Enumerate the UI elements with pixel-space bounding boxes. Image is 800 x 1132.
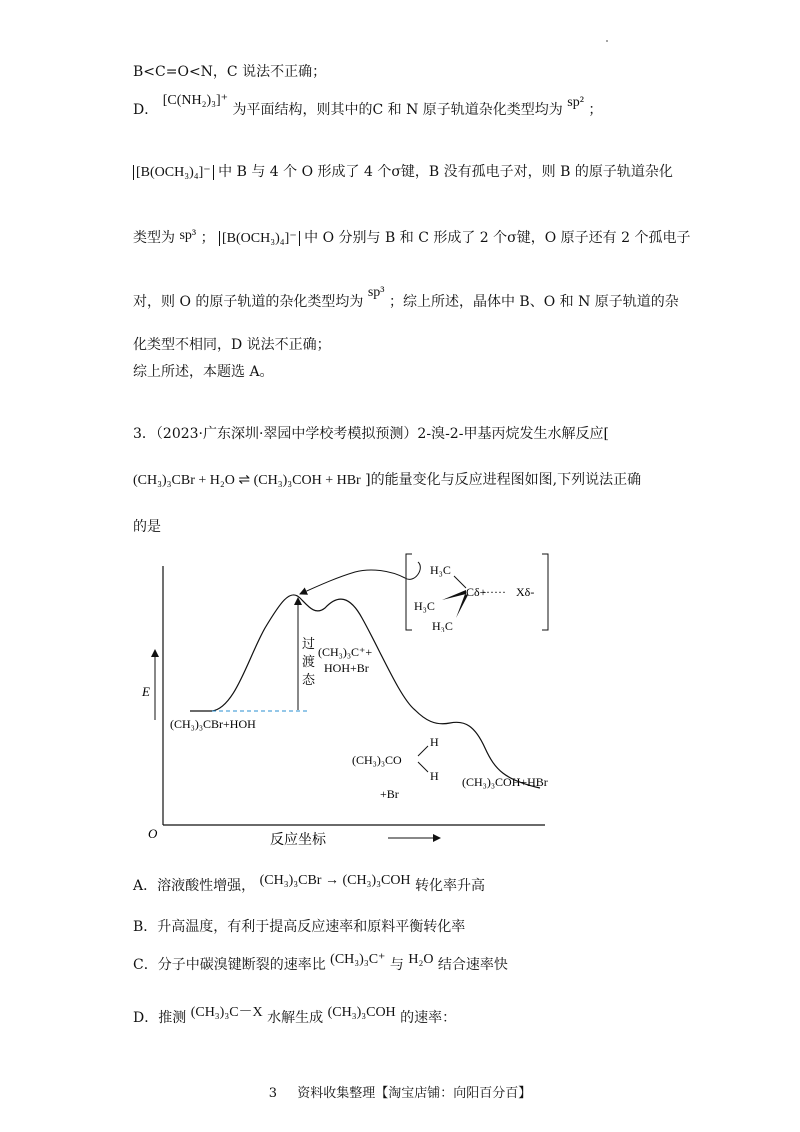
x-axis-label: 反应坐标 bbox=[270, 833, 326, 848]
oxonium-h-bottom: H bbox=[430, 769, 439, 783]
oxonium-bond-up bbox=[418, 746, 428, 756]
question-3-text: 3．（2023·广东深圳·翠园中学校考模拟预测）2-溴-2-甲基丙烷发生水解反应[ bbox=[133, 426, 609, 442]
formula-guanidinium: [C(NH₂)₃]⁺ bbox=[162, 93, 229, 108]
option-d-label: D．推测 bbox=[133, 1010, 187, 1026]
formula-sp3: sp³ bbox=[367, 285, 385, 300]
text-line-7 bbox=[133, 362, 274, 382]
formula-alkyl-halide: (CH₃)₃C－X bbox=[190, 1005, 263, 1020]
question-3-line-3 bbox=[133, 517, 161, 537]
text: 化类型不相同，D 说法不正确； bbox=[133, 337, 331, 353]
leaving-group: Xδ- bbox=[516, 585, 535, 599]
transition-state-label-3: 态 bbox=[302, 672, 316, 687]
text-line-5 bbox=[133, 285, 679, 313]
option-d-label: D． bbox=[133, 102, 159, 118]
bond-top bbox=[454, 576, 466, 588]
transition-state-label-1: 过 bbox=[302, 636, 316, 651]
page-number: 3 bbox=[268, 1086, 278, 1101]
text: ]的能量变化与反应进程图如图,下列说法正确 bbox=[365, 472, 642, 488]
product-label: (CH₃)₃COH+HBr bbox=[462, 775, 548, 789]
text: 类型为 bbox=[133, 230, 175, 246]
reactant-label: (CH₃)₃CBr+HOH bbox=[170, 717, 256, 731]
transition-state-label-2: 渡 bbox=[302, 654, 316, 669]
text-line-1 bbox=[133, 62, 326, 82]
y-axis-label: E bbox=[142, 684, 150, 699]
methyl-2: H₃C bbox=[414, 599, 435, 613]
text-line-2 bbox=[133, 93, 603, 121]
formula-conversion: (CH₃)₃CBr → (CH₃)₃COH bbox=[259, 873, 411, 888]
formula-water: H₂O bbox=[408, 952, 434, 967]
origin-label: O bbox=[148, 826, 158, 841]
intermediate-label-2: HOH+Br bbox=[324, 661, 369, 675]
bromide-label: +Br bbox=[380, 787, 399, 801]
question-3-header bbox=[133, 424, 609, 444]
option-a bbox=[133, 873, 485, 897]
methyl-1: H₃C bbox=[430, 563, 451, 577]
option-d bbox=[133, 1005, 457, 1029]
transition-state-structure bbox=[404, 552, 550, 632]
formula-sp3: sp³ bbox=[179, 228, 197, 243]
footer-text: 资料收集整理【淘宝店铺：向阳百分百】 bbox=[297, 1086, 532, 1101]
corner-dot bbox=[606, 40, 608, 42]
option-c bbox=[133, 952, 508, 976]
text-line-6 bbox=[133, 335, 331, 355]
text: B<C=O<N，C 说法不正确； bbox=[133, 64, 327, 80]
text: 对，则 O 的原子轨道的杂化类型均为 bbox=[133, 294, 364, 310]
bracket-left bbox=[406, 554, 412, 630]
intermediate-label-1: (CH₃)₃C⁺+ bbox=[318, 645, 373, 659]
text: 的是 bbox=[133, 519, 161, 535]
formula-sp2: sp² bbox=[567, 95, 584, 110]
text-line-4 bbox=[133, 228, 690, 249]
page-footer bbox=[0, 1082, 800, 1101]
formula-borate: [B(OCH₃)₄]⁻ bbox=[133, 165, 214, 180]
text: 水解生成 bbox=[267, 1010, 324, 1026]
ts-pointer-arrow bbox=[300, 570, 405, 594]
text: ； bbox=[588, 102, 603, 118]
text: 中 O 分别与 B 和 C 形成了 2 个σ键，O 原子还有 2 个孤电子 bbox=[304, 230, 691, 246]
text-line-3 bbox=[133, 162, 673, 183]
oxonium-label: (CH₃)₃CO bbox=[352, 753, 402, 767]
text: 的速率： bbox=[400, 1010, 457, 1026]
option-a-label: A．溶液酸性增强， bbox=[133, 878, 256, 894]
text: ； bbox=[200, 230, 215, 246]
option-b bbox=[133, 917, 465, 937]
oxonium-h-top: H bbox=[430, 735, 439, 749]
central-carbon: Cδ+ bbox=[466, 585, 487, 599]
text: 中 B 与 4 个 O 形成了 4 个σ键，B 没有孤电子对，则 B 的原子轨道杂化 bbox=[218, 164, 673, 180]
option-b-text: B．升高温度，有利于提高反应速率和原料平衡转化率 bbox=[133, 919, 466, 935]
text: 为平面结构，则其中的C 和 N 原子轨道杂化类型均为 bbox=[232, 102, 563, 118]
oxonium-bond-down bbox=[418, 762, 428, 772]
partial-bond-dots: ······ bbox=[482, 585, 506, 599]
question-3-line-2 bbox=[133, 470, 641, 491]
text: 与 bbox=[389, 957, 404, 973]
text: ；综上所述，晶体中 B、O 和 N 原子轨道的杂 bbox=[388, 294, 679, 310]
formula-borate: [B(OCH₃)₄]⁻ bbox=[219, 231, 300, 246]
bond-wedge-left bbox=[442, 590, 466, 600]
bracket-right bbox=[542, 554, 548, 630]
methyl-3: H₃C bbox=[432, 619, 453, 632]
text: 综上所述，本题选 A。 bbox=[133, 364, 274, 380]
formula-carbocation: (CH₃)₃C⁺ bbox=[330, 952, 386, 967]
formula-alcohol: (CH₃)₃COH bbox=[327, 1005, 396, 1020]
option-c-label: C．分子中碳溴键断裂的速率比 bbox=[133, 957, 326, 973]
text: 转化率升高 bbox=[415, 878, 485, 894]
text: 结合速率快 bbox=[437, 957, 508, 973]
formula-reaction: (CH₃)₃CBr + H₂O ⇌ (CH₃)₃COH + HBr bbox=[133, 473, 361, 488]
